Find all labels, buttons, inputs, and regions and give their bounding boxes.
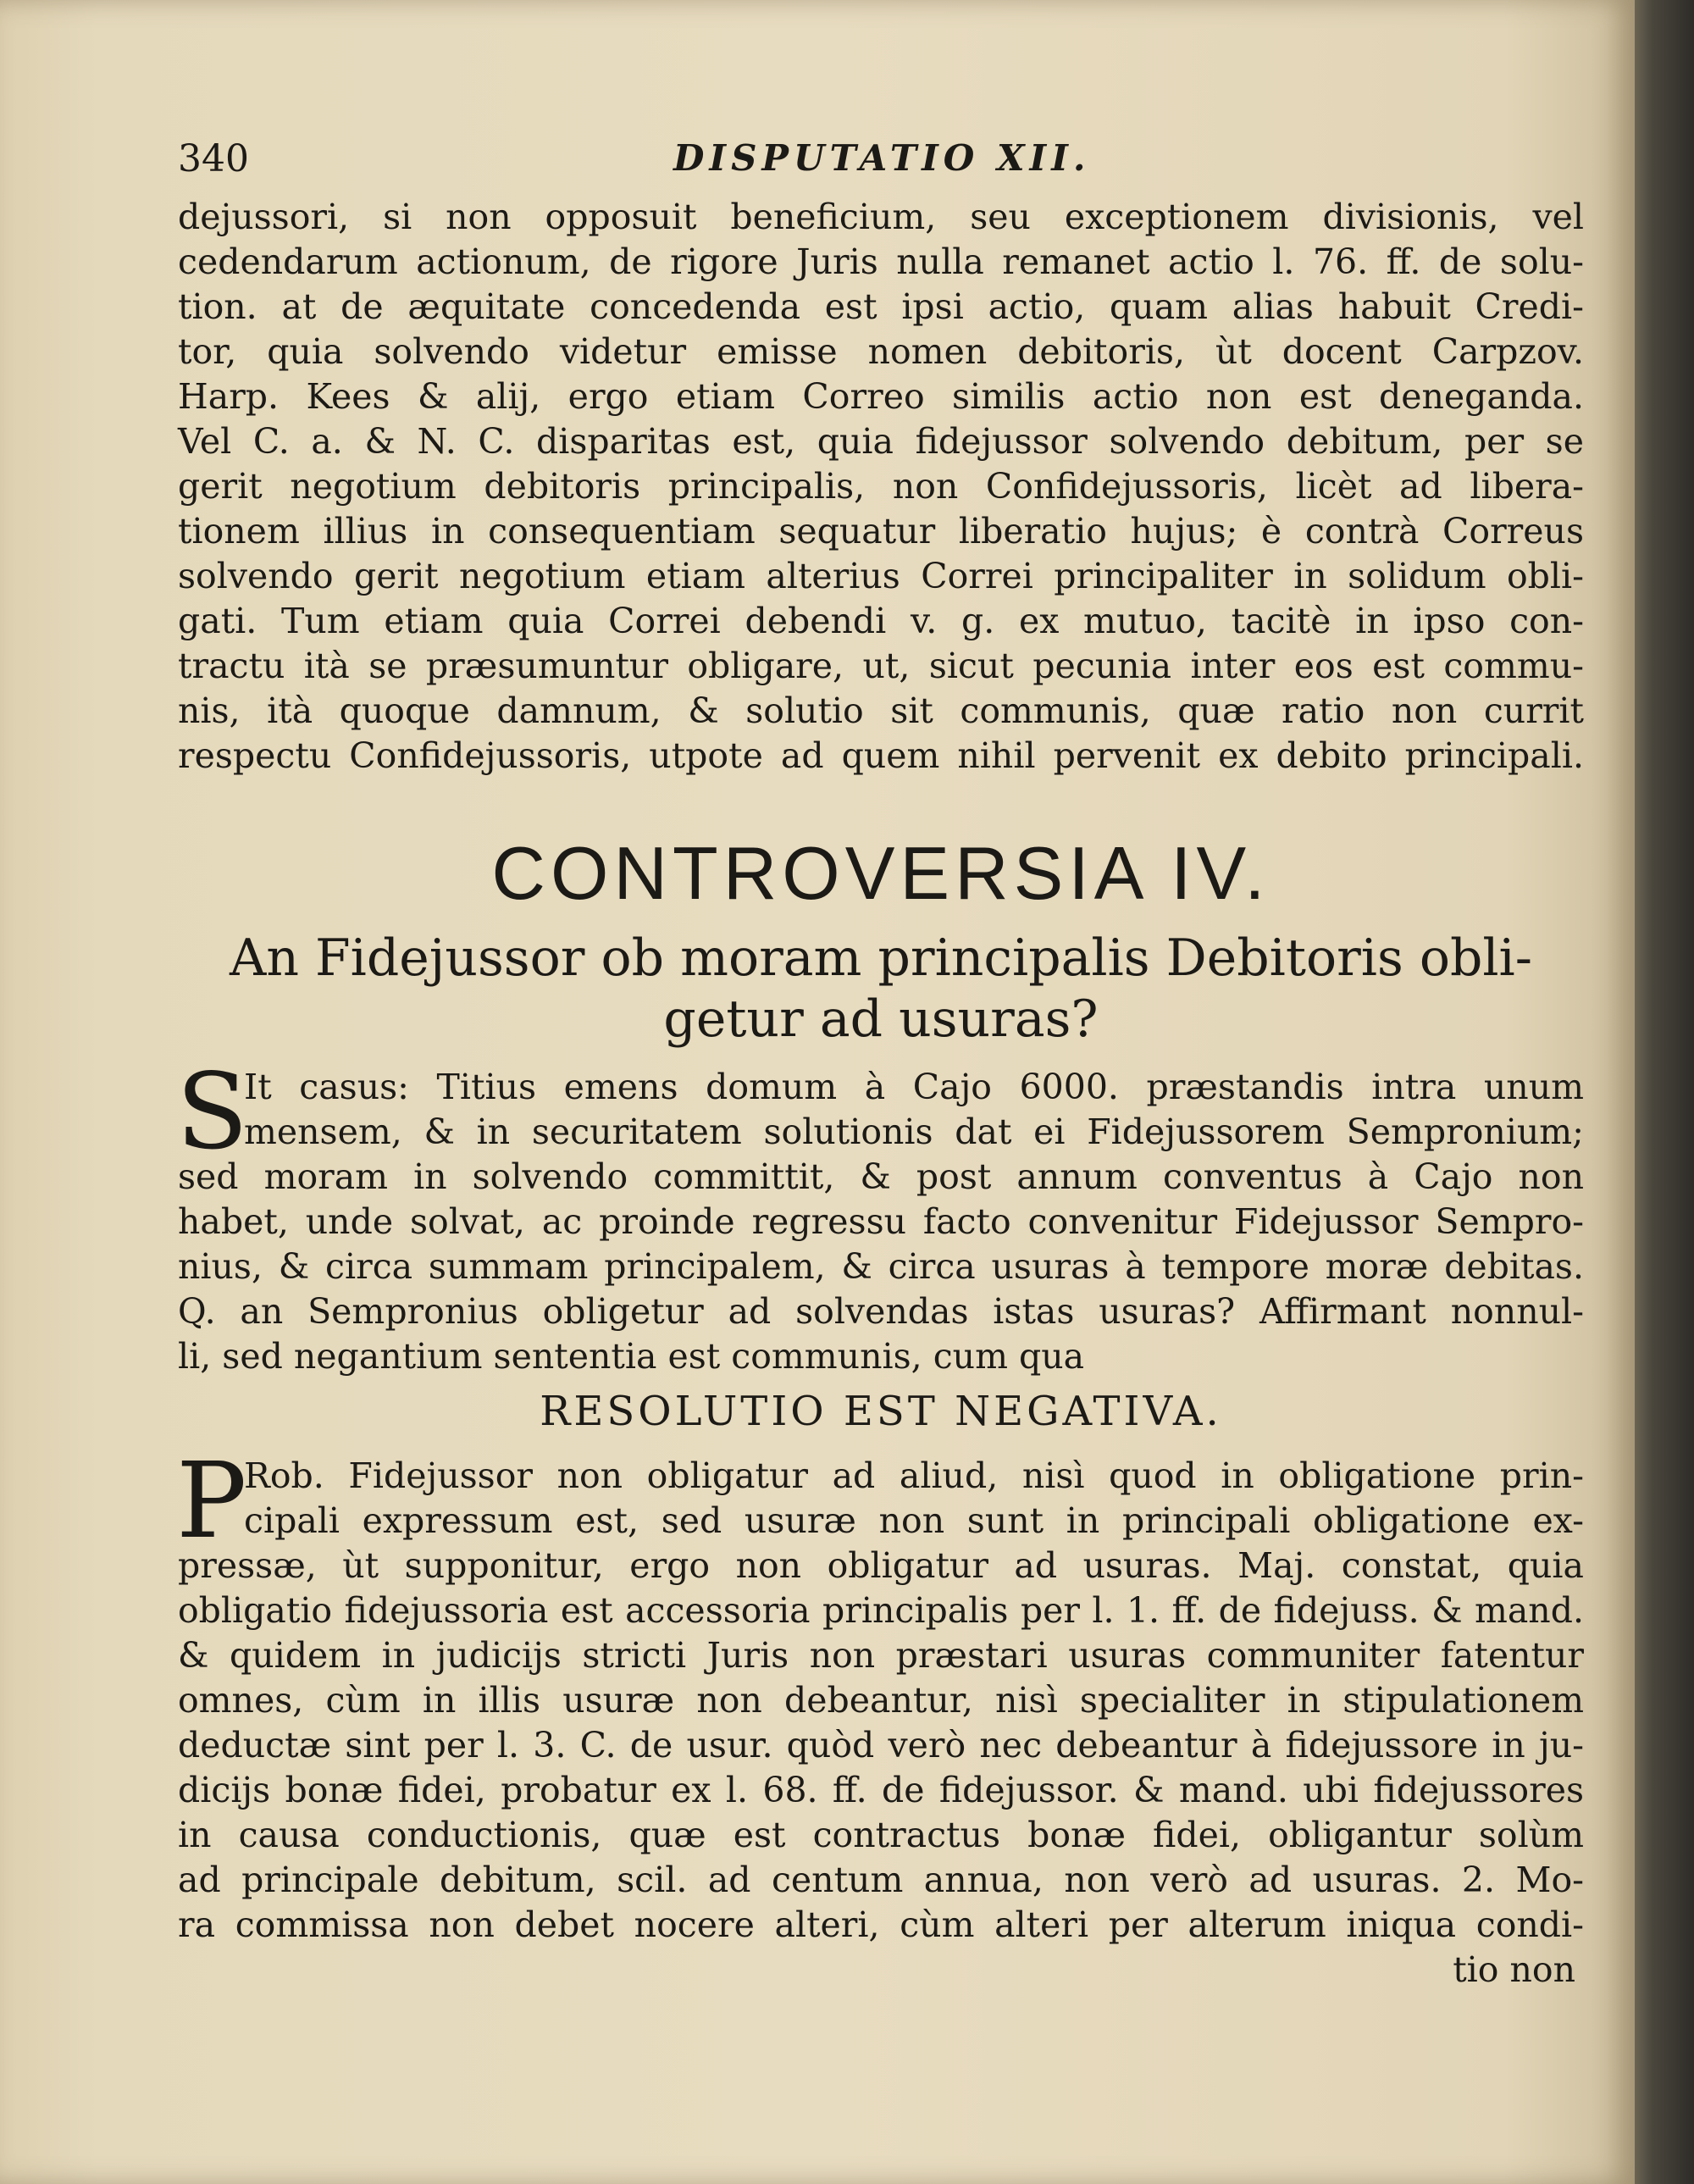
- text-line: tractu ità se præsumuntur obligare, ut, sicut pecunia inter eos est commu-: [178, 646, 1584, 686]
- text-line: obligatio fidejussoria est accessoria principalis per l. 1. ff. de fidejuss. & mand.: [178, 1590, 1584, 1631]
- section-heading: CONTROVERSIA IV.: [491, 831, 1270, 915]
- text-line: solvendo gerit negotium etiam alterius Correi principaliter in solidum obli-: [178, 556, 1584, 596]
- text-line: cedendarum actionum, de rigore Juris nulla remanet actio l. 76. ff. de solu-: [178, 241, 1584, 282]
- drop-capital: P: [176, 1440, 247, 1562]
- text-line: cipali expressum est, sed usuræ non sunt in principali obligatione ex-: [244, 1500, 1584, 1541]
- running-title: DISPUTATIO XII.: [673, 137, 1091, 179]
- drop-capital: S: [176, 1051, 248, 1173]
- text-line: li, sed negantium sententia est communis, cum qua: [178, 1336, 1085, 1377]
- question-line: An Fidejussor ob moram principalis Debitoris obli-: [229, 928, 1533, 988]
- text-line: sed moram in solvendo committit, & post annum conventus à Cajo non: [178, 1156, 1584, 1197]
- text-line: in causa conductionis, quæ est contractus bonæ fidei, obligantur solùm: [178, 1815, 1584, 1855]
- text-line: It casus: Titius emens domum à Cajo 6000. præstandis intra unum: [244, 1067, 1584, 1107]
- text-line: pressæ, ùt supponitur, ergo non obligatur ad usuras. Maj. constat, quia: [178, 1545, 1584, 1586]
- text-line: gati. Tum etiam quia Correi debendi v. g. ex mutuo, tacitè in ipso con-: [178, 601, 1584, 641]
- text-line: mensem, & in securitatem solutionis dat ei Fidejussorem Sempronium;: [244, 1111, 1584, 1152]
- catchword: tio non: [1453, 1949, 1575, 1990]
- text-line: nis, ità quoque damnum, & solutio sit communis, quæ ratio non currit: [178, 690, 1584, 731]
- text-line: dicijs bonæ fidei, probatur ex l. 68. ff. de fidejussor. & mand. ubi fidejussores: [178, 1770, 1584, 1810]
- book-gutter: [1635, 0, 1694, 2184]
- text-line: gerit negotium debitoris principalis, non Confidejussoris, licèt ad libera-: [178, 466, 1584, 507]
- text-line: deductæ sint per l. 3. C. de usur. quòd verò nec debeantur à fidejussore in ju-: [178, 1725, 1584, 1765]
- text-line: respectu Confidejussoris, utpote ad quem nihil pervenit ex debito principali.: [178, 735, 1584, 776]
- question-line: getur ad usuras?: [663, 989, 1099, 1049]
- text-line: Vel C. a. & N. C. disparitas est, quia fidejussor solvendo debitum, per se: [178, 421, 1584, 462]
- text-line: tionem illius in consequentiam sequatur liberatio hujus; è contrà Correus: [178, 511, 1584, 552]
- text-line: Rob. Fidejussor non obligatur ad aliud, nisì quod in obligatione prin-: [244, 1455, 1584, 1496]
- page-text-block: [178, 127, 1584, 1993]
- running-head: [178, 127, 1584, 195]
- text-line: dejussori, si non opposuit beneficium, seu exceptionem divisionis, vel: [178, 197, 1584, 237]
- paragraph-continuation: [178, 195, 1584, 779]
- paragraph-casus: [176, 1051, 1584, 1379]
- text-line: Harp. Kees & alij, ergo etiam Correo similis actio non est deneganda.: [178, 376, 1584, 417]
- page-number: 340: [178, 137, 249, 180]
- text-line: habet, unde solvat, ac proinde regressu facto convenitur Fidejussor Sempro-: [178, 1201, 1584, 1242]
- text-line: ra commissa non debet nocere alteri, cùm alteri per alterum iniqua condi-: [178, 1904, 1584, 1945]
- section-question: [178, 928, 1584, 1050]
- text-line: Q. an Sempronius obligetur ad solvendas istas usuras? Affirmant nonnul-: [178, 1291, 1584, 1332]
- text-line: & quidem in judicijs stricti Juris non præstari usuras communiter fatentur: [178, 1635, 1584, 1676]
- resolutio-heading: RESOLUTIO EST NEGATIVA.: [540, 1388, 1222, 1435]
- paragraph-probatio: [176, 1440, 1584, 1948]
- text-line: tor, quia solvendo videtur emisse nomen debitoris, ùt docent Carpzov.: [178, 331, 1584, 372]
- text-line: tion. at de æquitate concedenda est ipsi actio, quam alias habuit Credi-: [178, 286, 1584, 327]
- text-line: omnes, cùm in illis usuræ non debeantur, nisì specialiter in stipulationem: [178, 1680, 1584, 1721]
- text-line: nius, & circa summam principalem, & circa usuras à tempore moræ debitas.: [178, 1246, 1584, 1287]
- text-line: ad principale debitum, scil. ad centum annua, non verò ad usuras. 2. Mo-: [178, 1860, 1584, 1900]
